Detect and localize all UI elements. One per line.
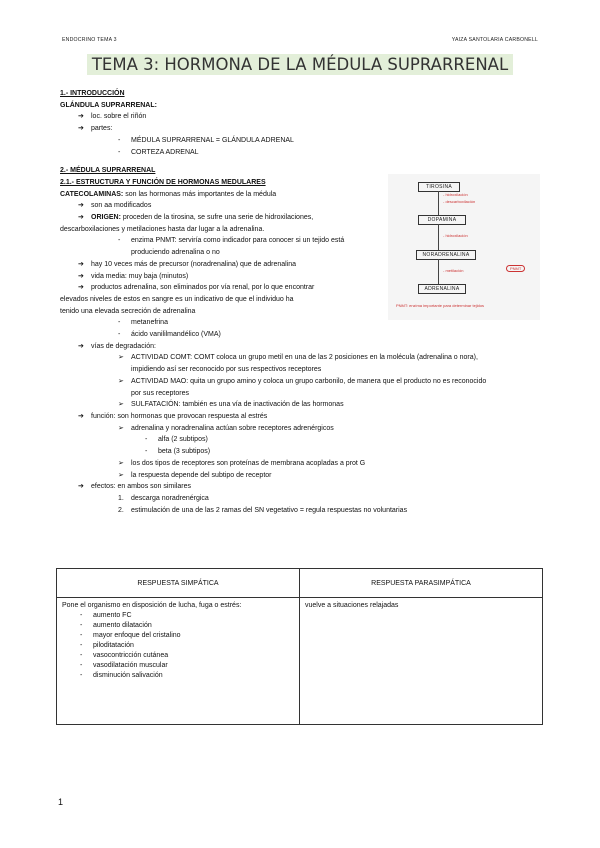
list-item: ➔ loc. sobre el riñón (60, 111, 540, 123)
response-table (56, 568, 543, 725)
list-item: ➢ los dos tipos de receptores son proteínas de membrana acopladas a prot G (118, 459, 366, 467)
page-number: 1 (58, 797, 64, 807)
list-item: - vasocontricción cutánea (80, 652, 169, 659)
title-wrap (0, 54, 600, 75)
list-item: ➢ la respuesta depende del subtipo de receptor (118, 471, 272, 479)
list-item-cont: impidiendo así ser reconocido por sus respectivos receptores (131, 366, 322, 374)
list-item-cont: por sus receptores (131, 389, 189, 397)
gland-subheading: GLÁNDULA SUPRARRENAL: (60, 101, 157, 109)
list-item: - mayor enfoque del cristalino (80, 632, 181, 639)
diagram-box-noradrenaline: NORADRENALINA (416, 250, 476, 260)
table-cell-parasympathetic: vuelve a situaciones relajadas (300, 598, 543, 725)
list-item: - enzima PNMT: serviría como indicador para conocer si un tejido está (118, 237, 345, 245)
section-2-1-heading: 2.1.- ESTRUCTURA Y FUNCIÓN DE HORMONAS MEDULARES (60, 178, 266, 186)
list-item: ➢ adrenalina y noradrenalina actúan sobre receptores adrenérgicos (118, 424, 334, 432)
table-cell-sympathetic (57, 598, 300, 725)
diagram-note-pnmt: PNMT (506, 265, 525, 272)
list-item: - CORTEZA ADRENAL (118, 148, 199, 156)
diagram-box-tyrosine: TIROSINA (418, 182, 460, 192)
diagram-caption: PNMT: enzima importante para determinar tejidos (396, 303, 485, 308)
list-item: - alfa (2 subtipos) (145, 436, 208, 444)
list-item: - disminución salivación (80, 672, 163, 679)
section-1-heading: 1.- INTRODUCCIÓN (60, 90, 125, 97)
list-item-cont: descarboxilaciones y metilaciones hasta dar lugar a la adrenalina. (60, 225, 265, 233)
diagram-arrow (438, 224, 439, 250)
list-item: 1. descarga noradrenérgica (118, 494, 209, 502)
diagram-arrow (438, 259, 439, 284)
list-item: ➔ hay 10 veces más de precursor (noradrenalina) que de adrenalina (78, 260, 297, 268)
list-item: ➔ vida media: muy baja (minutos) (78, 272, 189, 280)
list-item: - piloditatación (80, 642, 134, 649)
list-item: - beta (3 subtipos) (145, 448, 211, 456)
list-item: - vasodilatación muscular (80, 662, 168, 669)
diagram-note: - metilación (443, 268, 464, 273)
list-item: - aumento FC (80, 612, 132, 619)
list-item: ➔ productos adrenalina, son eliminados por vía renal, por lo que encontrar (78, 284, 315, 292)
list-item: - ácido vanililmandélico (VMA) (118, 331, 221, 339)
list-item-cont: elevados niveles de estos en sangre es un indicativo de que el individuo ha (60, 295, 294, 303)
table-header: RESPUESTA SIMPÁTICA (57, 569, 300, 598)
arrow-icon: ➔ (78, 113, 84, 121)
diagram-box-dopamine: DOPAMINA (418, 215, 466, 225)
list-item: ➢ SULFATACIÓN: también es una vía de inactivación de las hormonas (118, 401, 344, 409)
synthesis-diagram (388, 174, 540, 320)
header-left: ENDOCRINO TEMA 3 (62, 37, 117, 43)
list-item: - aumento dilatación (80, 622, 152, 629)
list-item-cont: tenido una elevada secreción de adrenalina (60, 307, 196, 315)
table-cell-intro: Pone el organismo en disposición de lucha, fuga o estrés: (62, 602, 242, 609)
diagram-note: - hidroxilación (443, 192, 468, 197)
list-item: ➢ ACTIVIDAD MAO: quita un grupo amino y coloca un grupo carbonilo, de manera que el producto no es reconocido (118, 377, 487, 385)
list-item: ➔ función: son hormonas que provocan respuesta al estrés (78, 412, 268, 420)
diagram-note: - descarboxilación (443, 199, 476, 204)
list-item: ➔ ORIGEN: proceden de la tirosina, se sufre una serie de hidroxilaciones, (78, 214, 314, 222)
list-item: ➔ vías de degradación: (78, 342, 156, 350)
list-item: 2. estimulación de una de las 2 ramas del SN vegetativo = regula respuestas no voluntarias (118, 506, 408, 514)
list-item: ➔ son aa modificados (78, 202, 152, 210)
list-item: - metanefrina (118, 319, 168, 327)
list-item: ➔ partes: (60, 123, 540, 135)
header-right: YAIZA SANTOLARIA CARBONELL (451, 37, 538, 43)
catecholamines-intro: CATECOLAMINAS: son las hormonas más importantes de la médula (60, 190, 277, 198)
page-title: TEMA 3: HORMONA DE LA MÉDULA SUPRARRENAL (87, 54, 513, 75)
arrow-icon: ➔ (78, 125, 84, 133)
list-item: ➔ efectos: en ambos son similares (78, 483, 191, 491)
diagram-arrow (438, 191, 439, 215)
diagram-note: - hidroxilación (443, 233, 468, 238)
list-item-cont: produciendo adrenalina o no (131, 249, 220, 257)
list-item: ➢ ACTIVIDAD COMT: COMT coloca un grupo metil en una de las 2 posiciones en la molécula (adrenalina o nora), (118, 354, 478, 362)
section-2-heading: 2.- MÉDULA SUPRARRENAL (60, 167, 156, 175)
diagram-box-adrenaline: ADRENALINA (418, 284, 466, 294)
list-item: - MÉDULA SUPRARRENAL = GLÁNDULA ADRENAL (118, 136, 294, 144)
table-header: RESPUESTA PARASIMPÁTICA (300, 569, 543, 598)
